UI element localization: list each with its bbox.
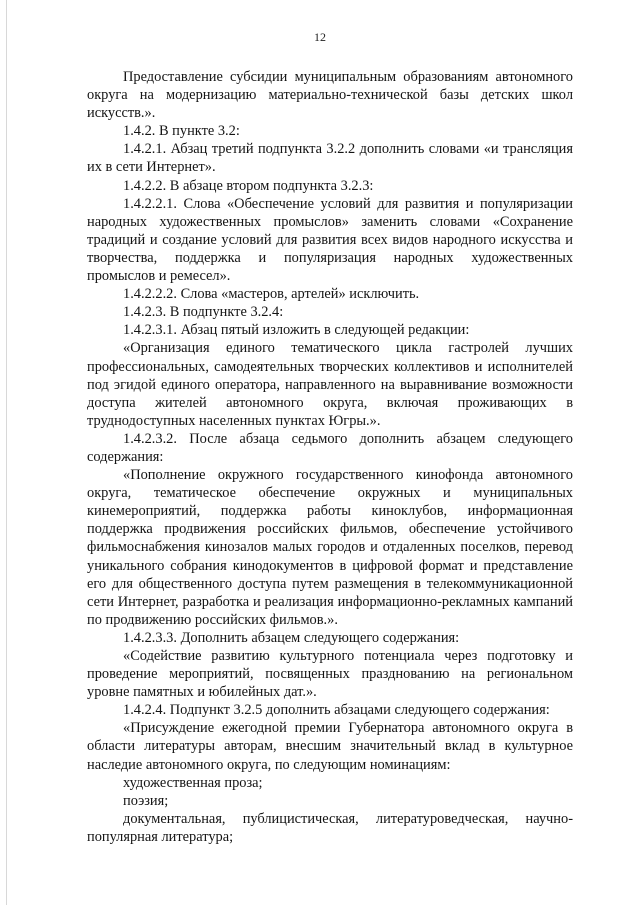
paragraph-1-4-2-1: 1.4.2.1. Абзац третий подпункта 3.2.2 дополнить словами «и трансляция их в сети Интернет». bbox=[87, 141, 573, 176]
paragraph-subsidy: Предоставление субсидии муниципальным образованиям автономного округа на модернизацию материально-технической базы детских школ искусств.». bbox=[87, 69, 573, 122]
paragraph-film-fund: «Пополнение окружного государственного кинофонда автономного округа, тематическое обеспечение окружных и муниципальных кинемероприятий, поддержка работы киноклубов, информационная поддержка продвижения российских фильмов, обеспечение устойчивого фильмоснабжения кинозалов малых городов и отдаленных поселков, перевод уникального собрания кинодокументов в цифровой формат и представление его для общественного доступа путем размещения в телекоммуникационной сети Интернет, разработка и реализация информационно-рекламных кампаний по продвижению российских фильмов.». bbox=[87, 467, 573, 628]
paragraph-1-4-2-2-1: 1.4.2.2.1. Слова «Обеспечение условий для развития и популяризации народных художественных промыслов» заменить словами «Сохранение традиций и создание условий для развития всех видов народного искусства и творчества, поддержка и популяризация народных художественных промыслов и ремесел». bbox=[87, 195, 573, 285]
paragraph-1-4-2-2-2: 1.4.2.2.2. Слова «мастеров, артелей» исключить. bbox=[123, 286, 420, 303]
list-item-documentary: документальная, публицистическая, литературоведческая, научно-популярная литература; bbox=[87, 810, 573, 845]
paragraph-cultural-potential: «Содействие развитию культурного потенциала через подготовку и проведение мероприятий, посвященных празднованию на региональном уровне памятных и юбилейных дат.». bbox=[87, 648, 573, 701]
page-edge bbox=[6, 0, 7, 905]
paragraph-governor-prize: «Присуждение ежегодной премии Губернатора автономного округа в области литературы авторам, внесшим значительный вклад в культурное наследие автономного округа, по следующим номинациям: bbox=[87, 720, 573, 773]
document-body bbox=[87, 68, 573, 846]
paragraph-tour-organization: «Организация единого тематического цикла гастролей лучших профессиональных, самодеятельных творческих коллективов и исполнителей под эгидой единого оператора, направленного на выравнивание возможности доступа жителей автономного округа, включая проживающих в труднодоступных населенных пунктах Югры.». bbox=[87, 340, 573, 429]
list-item-fiction: художественная проза; bbox=[123, 774, 263, 791]
paragraph-1-4-2: 1.4.2. В пункте 3.2: bbox=[123, 123, 240, 140]
paragraph-1-4-2-2: 1.4.2.2. В абзаце втором подпункта 3.2.3: bbox=[123, 177, 374, 194]
paragraph-1-4-2-3-1: 1.4.2.3.1. Абзац пятый изложить в следующей редакции: bbox=[123, 322, 470, 339]
paragraph-1-4-2-3: 1.4.2.3. В подпункте 3.2.4: bbox=[123, 304, 284, 321]
paragraph-1-4-2-4: 1.4.2.4. Подпункт 3.2.5 дополнить абзацами следующего содержания: bbox=[123, 702, 550, 719]
paragraph-1-4-2-3-2: 1.4.2.3.2. После абзаца седьмого дополнить абзацем следующего содержания: bbox=[87, 430, 573, 465]
paragraph-1-4-2-3-3: 1.4.2.3.3. Дополнить абзацем следующего содержания: bbox=[123, 629, 460, 646]
page-number: 12 bbox=[314, 30, 326, 44]
list-item-poetry: поэзия; bbox=[123, 792, 169, 809]
